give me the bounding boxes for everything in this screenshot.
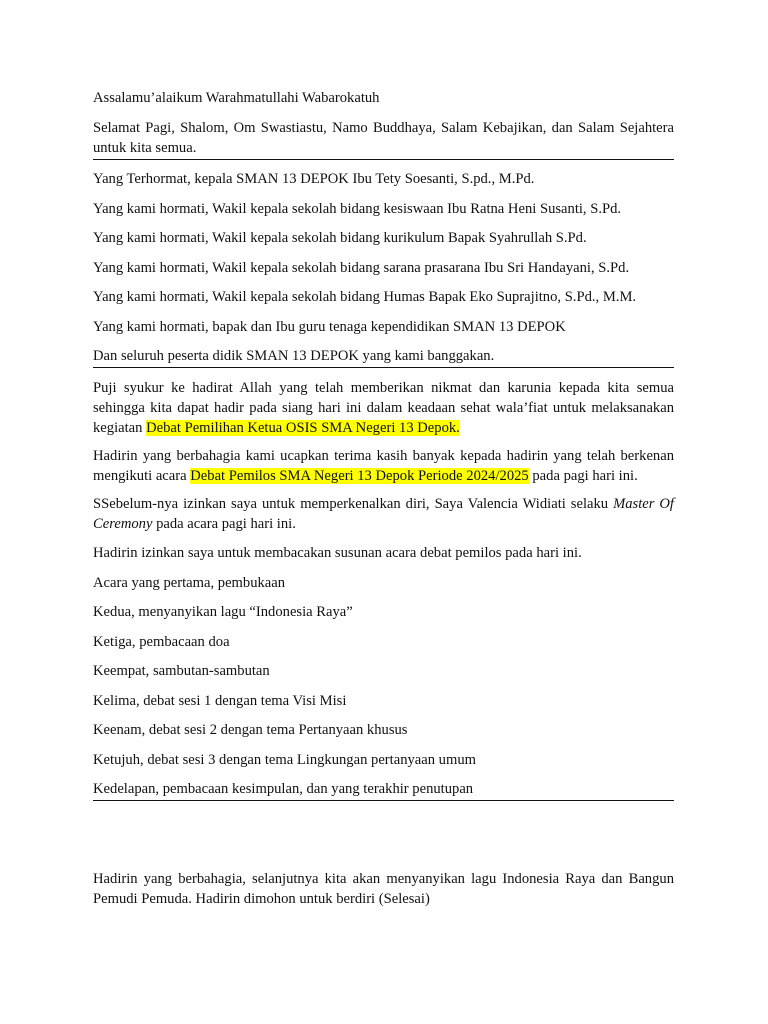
honorific-line-6: Yang kami hormati, bapak dan Ibu guru tenaga kependidikan SMAN 13 DEPOK	[93, 318, 566, 335]
introduction-paragraph	[93, 494, 674, 534]
agenda-list	[93, 573, 674, 802]
mc-role: Master Of Ceremony	[93, 495, 674, 532]
thanks-text: Hadirin yang berbahagia kami ucapkan terima kasih banyak kepada hadirin yang telah berkenan mengikuti acara	[93, 447, 674, 484]
highlighted-event-name: Debat Pemilihan Ketua OSIS SMA Negeri 13 Depok.	[146, 419, 460, 436]
thanks-text-end: pada pagi hari ini.	[528, 467, 638, 484]
honorific-line-1: Yang Terhormat, kepala SMAN 13 DEPOK Ibu Tety Soesanti, S.pd., M.Pd.	[93, 171, 535, 187]
honorific-line-4: Yang kami hormati, Wakil kepala sekolah bidang sarana prasarana Ibu Sri Handayani, S.Pd.	[93, 259, 630, 276]
honorifics-section	[93, 169, 674, 368]
opening-greeting: Selamat Pagi, Shalom, Om Swastiastu, Namo Buddhaya, Salam Kebajikan, dan Salam Sejahtera untuk kita semua.	[93, 118, 674, 160]
agenda-item-1: Acara yang pertama, pembukaan	[93, 574, 286, 591]
opening-salam: Assalamu’alaikum Warahmatullahi Wabarokatuh	[93, 90, 380, 106]
gratitude-paragraph	[93, 378, 674, 438]
agenda-item-8: Kedelapan, pembacaan kesimpulan, dan yang terakhir penutupan	[93, 779, 674, 801]
introduction-text: SSebelum-nya izinkan saya untuk memperkenalkan diri, Saya Valencia Widiati selaku	[93, 495, 614, 512]
agenda-item-6: Keenam, debat sesi 2 dengan tema Pertanyaan khusus	[93, 722, 408, 738]
agenda-item-3: Ketiga, pembacaan doa	[93, 633, 230, 650]
agenda-item-5: Kelima, debat sesi 1 dengan tema Visi Misi	[93, 692, 347, 709]
honorific-line-3: Yang kami hormati, Wakil kepala sekolah bidang kurikulum Bapak Syahrullah S.Pd.	[93, 230, 587, 246]
honorific-line-7: Dan seluruh peserta didik SMAN 13 DEPOK yang kami banggakan.	[93, 346, 674, 368]
introduction-text-end: pada acara pagi hari ini.	[152, 515, 296, 532]
agenda-intro: Hadirin izinkan saya untuk membacakan susunan acara debat pemilos pada hari ini.	[93, 545, 582, 561]
honorific-line-2: Yang kami hormati, Wakil kepala sekolah bidang kesiswaan Ibu Ratna Heni Susanti, S.Pd.	[93, 200, 622, 217]
gratitude-text: Puji syukur ke hadirat Allah yang telah memberikan nikmat dan karunia kepada kita semua sehingga kita dapat hadir pada siang hari ini dalam keadaan sehat wala’fiat untuk melaksanakan kegiatan	[93, 379, 674, 436]
agenda-item-7: Ketujuh, debat sesi 3 dengan tema Lingkungan pertanyaan umum	[93, 751, 476, 768]
closing-paragraph: Hadirin yang berbahagia, selanjutnya kita akan menyanyikan lagu Indonesia Raya dan Bangun Pemudi Pemuda. Hadirin dimohon untuk berdiri (Selesai)	[93, 871, 674, 907]
agenda-item-2: Kedua, menyanyikan lagu “Indonesia Raya”	[93, 604, 353, 620]
honorific-line-5: Yang kami hormati, Wakil kepala sekolah bidang Humas Bapak Eko Suprajitno, S.Pd., M.M.	[93, 289, 637, 305]
thanks-paragraph	[93, 446, 674, 486]
highlighted-event-period: Debat Pemilos SMA Negeri 13 Depok Periode 2024/2025	[190, 467, 529, 484]
agenda-item-4: Keempat, sambutan-sambutan	[93, 663, 270, 679]
